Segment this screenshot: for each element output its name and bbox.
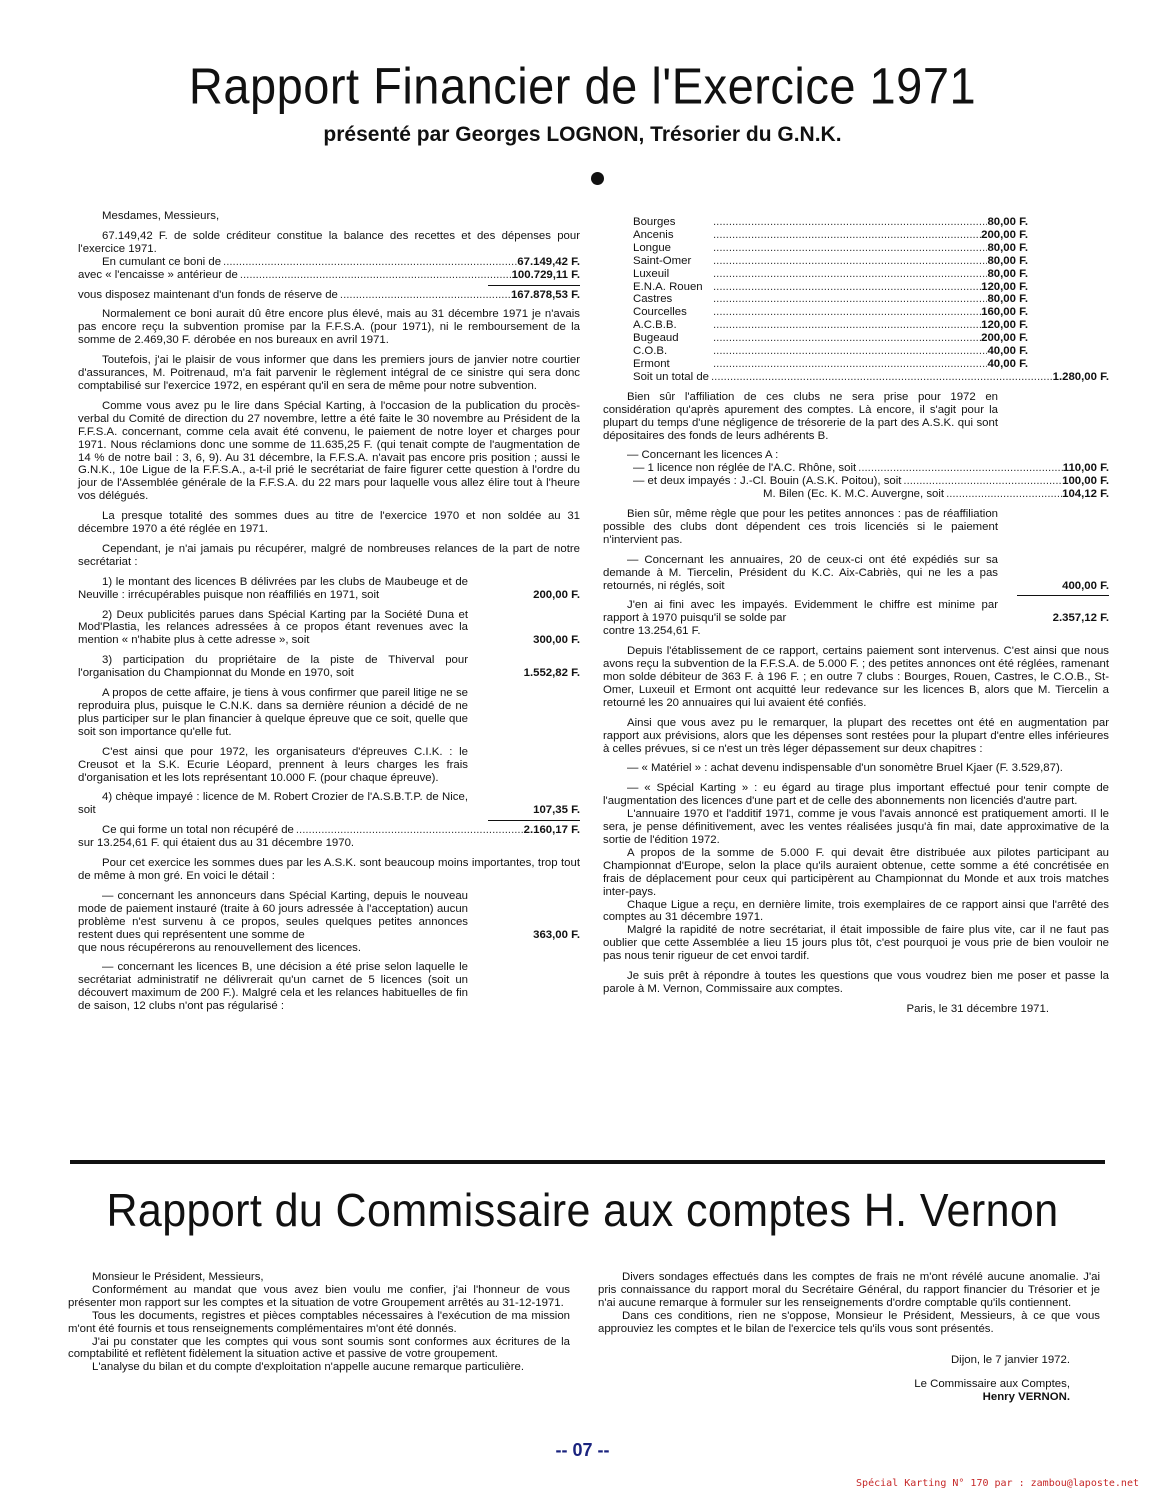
club-row	[633, 319, 1028, 332]
greeting: Mesdames, Messieurs,	[102, 210, 220, 222]
page-number: -- 07 --	[555, 1440, 610, 1460]
amount: 110,00 F.	[1062, 462, 1109, 475]
audit-right-column	[598, 1271, 1100, 1404]
amount: 2.160,17 F.	[523, 824, 580, 837]
signature-name: Henry VERNON.	[982, 1391, 1070, 1404]
unpaid-item: J'en ai fini avec les impayés. Evidemment le chiffre est minime par rapport à 1970 puisqu'il se solde par 2.357,12 F.	[603, 599, 1109, 625]
paragraph: J'ai pu constater que les comptes qui vous sont soumis sont conformes aux écritures de la comptabilité et reflètent fidèlement la situation active et passive de votre groupement.	[68, 1335, 570, 1361]
paragraph: Chaque Ligue a reçu, en dernière limite, trois exemplaires de ce rapport ainsi que l'arrêté des comptes au 31 décembre 1971.	[603, 898, 1109, 924]
place-date: Paris, le 31 décembre 1971.	[906, 1002, 1049, 1015]
amount-line: M. Bilen (Ec. K. M.C. Auvergne, soit ..... 104,12 F.	[603, 488, 1109, 501]
report-left-column	[78, 210, 580, 1013]
paragraph: Conformément au mandat que vous avez bien voulu me confier, j'ai l'honneur de vous présenter mon rapport sur les comptes et la situation de votre Groupement arrêtés au 31-12-1971.	[68, 1283, 570, 1309]
club-name: Longue	[633, 241, 672, 254]
club-name: Ancenis	[633, 228, 674, 241]
paragraph: A propos de la somme de 5.000 F. qui devait être distribuée aux pilotes participant au Championnat d'Europe, selon la place qu'ils auraient obtenue, cette somme a été concrétisée en frais de déplacement pour ceux qui participèrent au Championnat du Monde et aux trois matches inter-pays.	[603, 846, 1109, 898]
report-subtitle: présenté par Georges LOGNON, Trésorier du G.N.K.	[323, 123, 842, 146]
paragraph: Bien sûr, même règle que pour les petites annonces : pas de réaffiliation possible des clubs dont dépendent ces trois licenciés si le paiement n'intervient pas.	[603, 508, 998, 546]
club-name: C.O.B.	[633, 345, 668, 358]
paragraph: Cependant, je n'ai jamais pu récupérer, malgré de nombreuses relances de la part de notre secrétariat :	[78, 542, 580, 568]
paragraph: C'est ainsi que pour 1972, les organisateurs d'épreuves C.I.K. : le Creusot et la S.K. Ecurie Léopard, prennent à leurs charges les frais d'organisation et les lots représentant 10.000 F. (pour chaque épreuve).	[78, 745, 468, 784]
paragraph: contre 13.254,61 F.	[603, 625, 701, 638]
club-name: A.C.B.B.	[633, 319, 677, 332]
club-name: Castres	[633, 293, 673, 306]
place-date: Dijon, le 7 janvier 1972.	[950, 1353, 1070, 1366]
club-row	[633, 281, 1028, 294]
club-amount: 160,00 F.	[981, 306, 1028, 319]
club-amount: 120,00 F.	[981, 319, 1028, 332]
paragraph: Toutefois, j'ai le plaisir de vous informer que dans les premiers jours de janvier notre courtier d'assurances, M. Poitrenaud, m'a fait parvenir le règlement intégral de ce sinistre qui sera donc comptabilisé sur l'exercice 1972, en espérant qu'il en sera de même pour notre subvention.	[78, 354, 580, 392]
unpaid-item: 2) Deux publicités parues dans Spécial Karting par la Société Duna et Mod'Plastia, les relances adressées à ce propos étant revenues avec la mention « n'habite plus à cette adresse », soit 300,00 F.	[78, 608, 580, 647]
amount: 167.878,53 F.	[510, 288, 580, 301]
amount: 104,12 F.	[1062, 488, 1109, 501]
paragraph: Tous les documents, registres et pièces comptables nécessaires à l'exécution de ma mission m'ont été fournis et tous renseignements complémentaires m'ont été donnés.	[68, 1309, 570, 1335]
unpaid-item: — concernant les annonceurs dans Spécial Karting, depuis le nouveau mode de paiement instauré (traite à 60 jours adressée à l'acceptation) aucun problème n'est survenu à ce propos, seules quelques petites annonces restent dues qui représentent une somme de 363,00 F.	[78, 889, 580, 941]
unpaid-item: 1) le montant des licences B délivrées par les clubs de Maubeuge et de Neuville : irrécupérables puisque non réaffiliés en 1971, soit 200,00 F.	[78, 575, 580, 601]
paragraph: Depuis l'établissement de ce rapport, certains paiement sont intervenus. C'est ainsi que nous avons reçu la subvention de la F.F.S.A. de 5.000 F. ; des petites annonces ont été réglées, ramenant mon solde débiteur de 363 F. à 196 F. ; en outre 7 clubs : Bourges, Rouen, Castres, le C.O.B., St-Omer, Luxeuil et Ermont ont acquitté leur redevance sur les licences B, alors que M. Tiercelin a retourné les 20 annuaires qui lui avaient été confiés.	[603, 645, 1109, 709]
club-amount: 120,00 F.	[981, 280, 1028, 293]
amount-line: En cumulant ce boni de ..... 67.149,42 F.	[78, 256, 580, 269]
club-amount: 80,00 F.	[987, 216, 1028, 228]
club-name: Luxeuil	[633, 267, 670, 280]
audit-title: Rapport du Commissaire aux comptes H. Vernon	[106, 1185, 1059, 1237]
club-row	[633, 358, 1028, 371]
amount-line: vous disposez maintenant d'un fonds de réserve de ..... 167.878,53 F.	[78, 289, 580, 302]
club-amount: 80,00 F.	[987, 254, 1028, 267]
paragraph: Divers sondages effectués dans les comptes de frais ne m'ont révélé aucune anomalie. J'ai pris connaissance du rapport moral du Secrétaire Général, du rapport financier du Trésorier et je n'ai aucune remarque à formuler sur les renseignements d'ordre comptable qu'ils contiennent.	[598, 1271, 1100, 1309]
club-row	[633, 229, 1028, 242]
clubs-list	[603, 216, 1028, 371]
club-row	[633, 242, 1028, 255]
audit-left-column	[68, 1271, 570, 1374]
club-amount: 40,00 F.	[987, 357, 1028, 370]
club-amount: 80,00 F.	[987, 241, 1028, 254]
paragraph: Bien sûr l'affiliation de ces clubs ne sera prise pour 1972 en considération qu'après apurement des comptes. Là encore, il s'agit pour la plupart du temps d'une négligence de trésorerie de la part des A.S.K. qui sont dépositaires des fonds de leurs adhérents B.	[603, 390, 998, 442]
report-title: Rapport Financier de l'Exercice 1971	[188, 56, 977, 115]
club-amount: 40,00 F.	[987, 345, 1028, 358]
paragraph: 67.149,42 F. de solde créditeur constitue la balance des recettes et des dépenses pour l'exercice 1971.	[78, 229, 580, 255]
paragraph: — Concernant les licences A :	[627, 449, 779, 462]
report-right-column	[603, 216, 1109, 1016]
unpaid-item: — Concernant les annuaires, 20 de ceux-ci ont été expédiés sur sa demande à M. Tiercelin, Président du K.C. Aix-Cabriès, qui ne les a pas retournés, ni réglés, soit 400,00 F.	[603, 553, 1109, 592]
paragraph: L'annuaire 1970 et l'additif 1971, comme je vous l'avais annoncé est pratiquement amorti. Il le sera, je pense définitivement, avec les ventes réalisées jusqu'à fin mai, date approximative de la sortie de l'édition 1972.	[603, 808, 1109, 846]
club-amount: 80,00 F.	[987, 293, 1028, 306]
club-row	[633, 293, 1028, 306]
amount: 1.280,00 F.	[1052, 370, 1109, 383]
club-name: Bourges	[633, 216, 676, 228]
paragraph: — concernant les licences B, une décision a été prise selon laquelle le secrétariat administratif ne délivrerait qu'un carnet de 5 licences (soit un découvert maximum de 200 F.). Malgré cela et les relances habituelles de fin de saison, 12 clubs n'ont pas régularisé :	[78, 961, 468, 1013]
amount-line: avec « l'encaisse » antérieur de ..... 100.729,11 F.	[78, 269, 580, 282]
paragraph: Ainsi que vous avez pu le remarquer, la plupart des recettes ont été en augmentation par rapport aux prévisions, alors que les dépenses sont restées pour la plupart d'entre elles inférieures à celles prévues, si ce n'est un très léger dépassement sur deux chapitres :	[603, 716, 1109, 755]
paragraph: Pour cet exercice les sommes dues par les A.S.K. sont beaucoup moins importantes, trop tout de même à mon gré. En voici le détail :	[78, 857, 580, 882]
club-amount: 200,00 F.	[981, 228, 1028, 241]
footer-credit: Spécial Karting N° 170 par : zambou@laposte.net	[856, 1478, 1139, 1489]
amount-line: — et deux impayés : J.-Cl. Bouin (A.S.K. Poitou), soit ..... 100,00 F.	[603, 475, 1109, 488]
unpaid-item: 3) participation du propriétaire de la piste de Thiverval pour l'organisation du Championnat du Monde en 1970, soit 1.552,82 F.	[78, 654, 580, 680]
paragraph: — « Spécial Karting » : eu égard au tirage plus important effectué pour tenir compte de l'augmentation des licences d'une part et de celle des abonnements non licenciés d'autre part.	[603, 782, 1109, 808]
paragraph: A propos de cette affaire, je tiens à vous confirmer que pareil litige ne se reproduira plus, puisque le C.N.K. dans sa dernière réunion a décidé de ne plus participer sur le plan financier à quelque épreuve que ce soit, quelle que soit son importance qu'elle fut.	[78, 687, 468, 738]
club-name: Saint-Omer	[633, 254, 692, 267]
signature-role: Le Commissaire aux Comptes,	[914, 1378, 1070, 1391]
club-row	[633, 268, 1028, 281]
club-row	[633, 345, 1028, 358]
club-name: Courcelles	[633, 306, 687, 319]
club-name: Bugeaud	[633, 332, 679, 345]
paragraph: Dans ces conditions, rien ne s'oppose, Monsieur le Président, Messieurs, à ce que vous approuviez les comptes et le bilan de l'exercice tels qu'ils vous sont présentés.	[598, 1309, 1100, 1335]
club-row	[633, 216, 1028, 229]
paragraph: La presque totalité des sommes dues au titre de l'exercice 1970 et non soldée au 31 décembre 1970 a été réglée en 1971.	[78, 510, 580, 536]
amount: 67.149,42 F.	[517, 255, 580, 268]
paragraph: L'analyse du bilan et du compte d'exploitation n'appelle aucune remarque particulière.	[92, 1361, 525, 1374]
club-row	[633, 332, 1028, 345]
amount-line: Soit un total de ..... 1.280,00 F.	[603, 371, 1109, 384]
amount: 100,00 F.	[1062, 475, 1109, 488]
paragraph: que nous récupérerons au renouvellement des licences.	[78, 941, 362, 954]
greeting: Monsieur le Président, Messieurs,	[92, 1271, 264, 1283]
paragraph: — « Matériel » : achat devenu indispensable d'un sonomètre Bruel Kjaer (F. 3.529,87).	[627, 762, 1063, 775]
section-divider	[70, 1160, 1105, 1164]
club-amount: 80,00 F.	[987, 267, 1028, 280]
paragraph: sur 13.254,61 F. qui étaient dus au 31 décembre 1970.	[78, 837, 355, 850]
paragraph: Malgré la rapidité de notre secrétariat, il était impossible de faire plus vite, car il ne faut pas oublier que cette Assemblée a lieu 15 jours plus tôt, c'est pourquoi je vous prie de bien vouloir ne pas nous tenir rigueur de cet envoi tardif.	[603, 924, 1109, 963]
sum-rule	[1017, 595, 1109, 596]
sum-rule	[488, 285, 580, 286]
club-name: Ermont	[633, 357, 670, 370]
paragraph: Je suis prêt à répondre à toutes les questions que vous voudrez bien me poser et passe la parole à M. Vernon, Commissaire aux comptes.	[603, 970, 1109, 995]
club-name: E.N.A. Rouen	[633, 280, 703, 293]
amount-line: Ce qui forme un total non récupéré de ..... 2.160,17 F.	[78, 824, 580, 837]
amount: 100.729,11 F.	[511, 268, 580, 281]
paragraph: Comme vous avez pu le lire dans Spécial Karting, à l'occasion de la publication du procès-verbal du Comité de direction du 27 novembre, lettre a été faite le 30 novembre au Président de la F.F.S.A. concernant, comme cela avait été convenu, le paiement de notre loyer et charges pour 1971. Nous réclamions donc une somme de 11.635,25 F. (qui tenait compte de l'augmentation de 14 % de notre bail : 3, 6, 9). Au 31 décembre, la F.F.S.A. n'avait pas encore pris position ; aussi le G.N.K., 10e Ligue de la F.F.S.A., a-t-il prié le secrétariat de faire figurer cette question à l'ordre du jour de l'Assemblée générale de la F.F.S.A. du 22 mars pour laquelle vous allez élire tout à l'heure vos délégués.	[78, 399, 580, 503]
club-amount: 200,00 F.	[981, 332, 1028, 345]
bullet-ornament	[591, 172, 604, 185]
sum-rule	[488, 820, 580, 821]
club-row	[633, 306, 1028, 319]
club-row	[633, 255, 1028, 268]
unpaid-item: 4) chèque impayé : licence de M. Robert Crozier de l'A.S.B.T.P. de Nice, soit 107,35 F.	[78, 791, 580, 817]
paragraph: Normalement ce boni aurait dû être encore plus élevé, mais au 31 décembre 1971 je n'avais pas encore reçu la subvention promise par la F.F.S.A. (pour 1971), ni le remboursement de la somme de 2.469,30 F. dérobée en nos bureaux en avril 1971.	[78, 308, 580, 347]
amount-line: — 1 licence non réglée de l'A.C. Rhône, soit ..... 110,00 F.	[603, 462, 1109, 475]
